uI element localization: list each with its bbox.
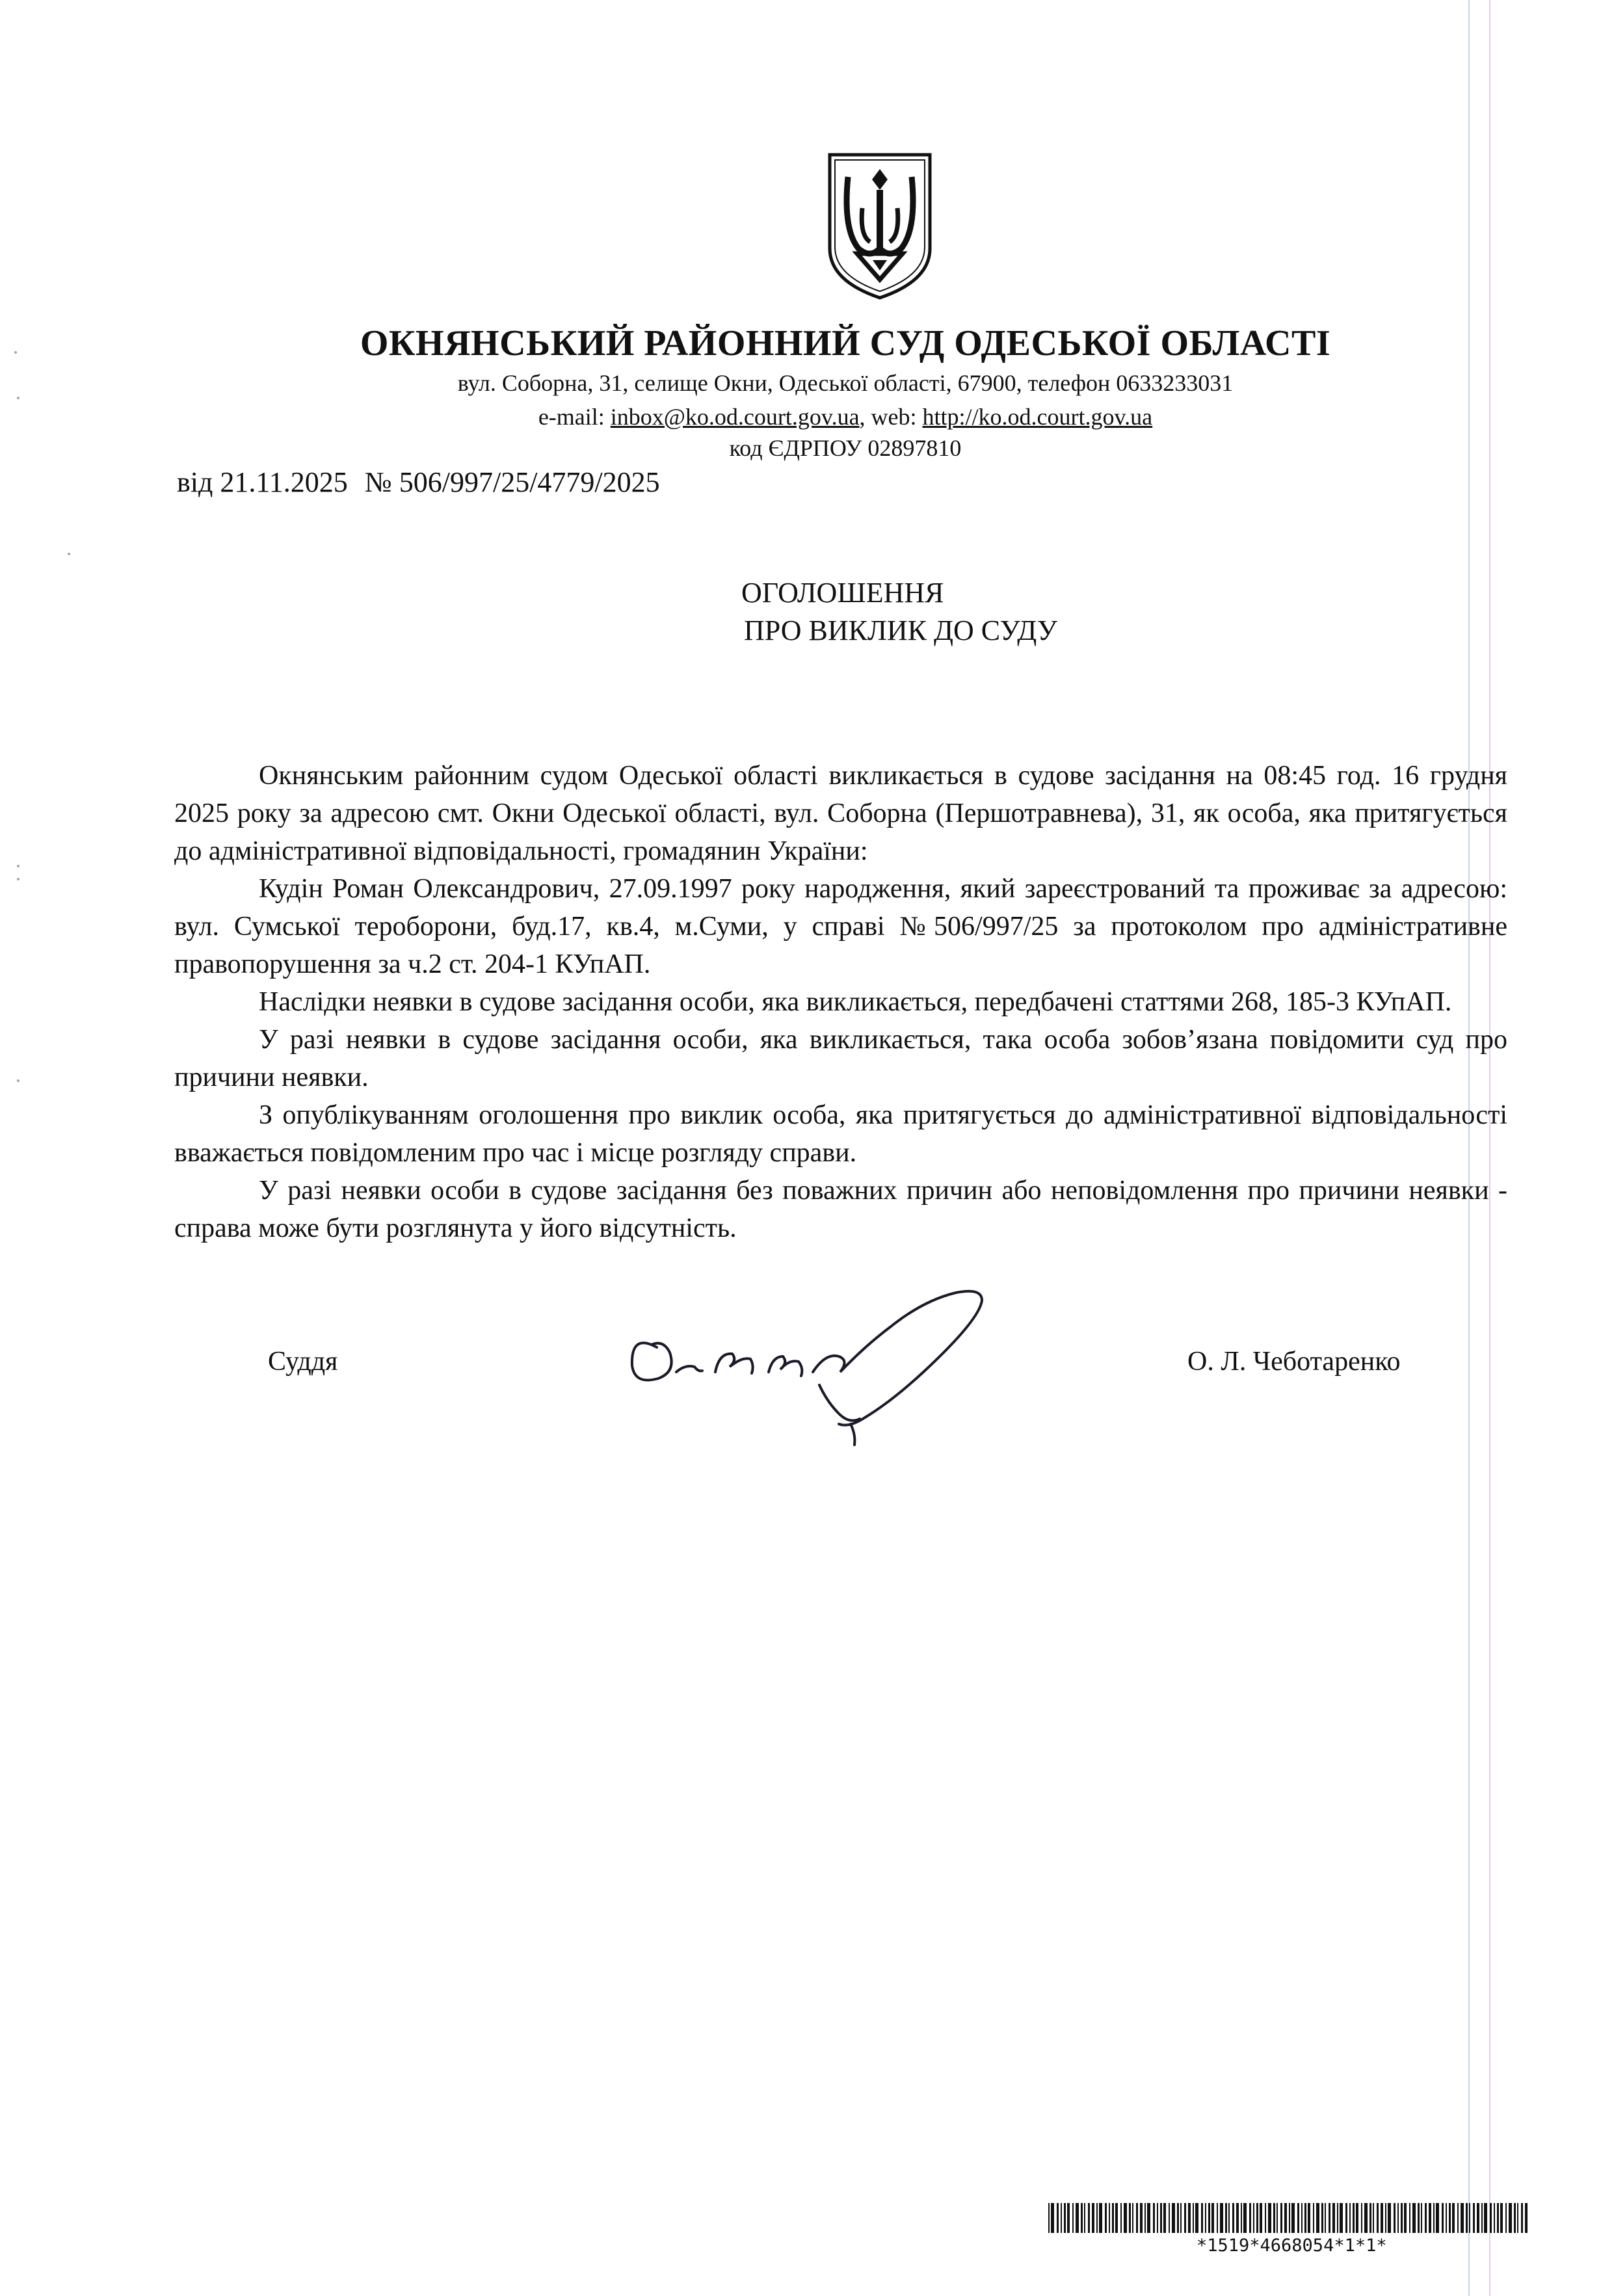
barcode-bar [1297, 2203, 1299, 2233]
barcode-bar [1112, 2203, 1114, 2233]
barcode-bar [1425, 2203, 1427, 2233]
barcode-bar [1316, 2203, 1319, 2233]
barcode-bar [1243, 2203, 1247, 2233]
body-paragraph: Наслідки неявки в судове засідання особи, яка викликається, передбачені статтями 268, 185-3 КУпАП. [259, 987, 1452, 1017]
barcode-bar [1289, 2203, 1290, 2233]
barcode-bar [1340, 2203, 1343, 2233]
barcode-bar [1132, 2203, 1133, 2233]
barcode-bar [1260, 2203, 1262, 2233]
barcode-bar [1364, 2203, 1368, 2233]
barcode-bar [1061, 2203, 1062, 2233]
barcode-bar [1466, 2203, 1468, 2233]
barcode-bar [1268, 2203, 1271, 2233]
barcode-bar [1099, 2203, 1102, 2233]
barcode-bar [1160, 2203, 1162, 2233]
barcode-bar [1084, 2203, 1085, 2233]
barcode-bar [1369, 2203, 1371, 2233]
barcode-bar [1064, 2203, 1066, 2233]
barcode-bar [1481, 2203, 1483, 2233]
barcode-bar [1253, 2203, 1254, 2233]
outgoing-date: від 21.11.2025 [177, 466, 348, 498]
barcode-bar [1525, 2203, 1528, 2233]
barcode-bar [1109, 2203, 1110, 2233]
web-label: , web: [859, 404, 923, 430]
barcode-bar [1361, 2203, 1362, 2233]
barcode-bar [1345, 2203, 1347, 2233]
barcode-bar [1180, 2203, 1182, 2233]
barcode-bar [1115, 2203, 1118, 2233]
barcode-bar [1321, 2203, 1323, 2233]
barcode-bar [1163, 2203, 1166, 2233]
barcode-bar [1076, 2203, 1079, 2233]
web-link[interactable]: http://ko.od.court.gov.ua [922, 404, 1153, 430]
barcode-bar [1349, 2203, 1351, 2233]
barcode-bar [1051, 2203, 1054, 2233]
barcode-bar [1484, 2203, 1487, 2233]
barcode-bar [1172, 2203, 1175, 2233]
barcode-bar [1381, 2203, 1383, 2233]
barcode-bar [1446, 2203, 1447, 2233]
document-title: ОГОЛОШЕННЯ [741, 577, 944, 609]
barcode-bar [1500, 2203, 1503, 2233]
barcode-bar [1461, 2203, 1464, 2233]
barcode-bar [1442, 2203, 1444, 2233]
barcode-bar [1136, 2203, 1138, 2233]
barcode-bar [1301, 2203, 1303, 2233]
barcode-bar [1048, 2203, 1050, 2233]
barcode-bar [1129, 2203, 1131, 2233]
scan-speck [17, 397, 20, 399]
barcode-bar [1313, 2203, 1314, 2233]
outgoing-reference [177, 466, 660, 499]
court-address: вул. Соборна, 31, селище Окни, Одеської області, 67900, телефон 0633233031 [457, 370, 1234, 396]
barcode-bar [1429, 2203, 1431, 2233]
barcode-bar [1057, 2203, 1059, 2233]
barcode-bar [1249, 2203, 1251, 2233]
barcode-bar [1153, 2203, 1155, 2233]
barcode-bar [1521, 2203, 1523, 2233]
edrpou-code: код ЄДРПОУ 02897810 [729, 435, 962, 461]
body-paragraph: Окнянським районним судом Одеської області викликається в судове засідання на 08:45 год. 16 грудня 2025 року за адресою смт. Окни Одеської області, вул. Соборна (Першотравнева), 31, як особа, яка притягується до адміністративної відповідальності, громадянин України: [174, 761, 1507, 866]
barcode-bar [1373, 2203, 1374, 2233]
barcode-bar [1401, 2203, 1403, 2233]
barcode-bar [1088, 2203, 1090, 2233]
barcode-bar [1329, 2203, 1330, 2233]
court-contacts [0, 403, 1614, 430]
barcode-bar [1280, 2203, 1282, 2233]
barcode-bar [1236, 2203, 1239, 2233]
document-subtitle: ПРО ВИКЛИК ДО СУДУ [744, 614, 1057, 646]
barcode-bar [1473, 2203, 1475, 2233]
court-name: ОКНЯНСЬКИЙ РАЙОННИЙ СУД ОДЕСЬКОЇ ОБЛАСТІ [360, 323, 1331, 363]
barcode-bar [1144, 2203, 1146, 2233]
body-paragraph: У разі неявки в судове засідання особи, яка викликається, така особа зобов’язана повідомити суд про причини неявки. [174, 1025, 1507, 1092]
barcode-bar [1332, 2203, 1335, 2233]
body-paragraph: З опублікуванням оголошення про виклик особа, яка притягується до адміністративної відповідальності вважається повідомленим про час і місце розгляду справи. [174, 1100, 1507, 1168]
barcode-bar [1195, 2203, 1198, 2233]
barcode-bar [1205, 2203, 1206, 2233]
barcode-bar [1388, 2203, 1391, 2233]
barcode-bar [1081, 2203, 1083, 2233]
judge-name: О. Л. Чеботаренко [1187, 1347, 1401, 1377]
barcode-bar [1277, 2203, 1278, 2233]
barcode-bar [1096, 2203, 1098, 2233]
barcode-bar [1188, 2203, 1191, 2233]
barcode-bar [1169, 2203, 1170, 2233]
barcode-bar [1477, 2203, 1479, 2233]
barcode-bar [1509, 2203, 1512, 2233]
barcode-bar [1072, 2203, 1074, 2233]
barcode-bar [1385, 2203, 1386, 2233]
barcode-bar [1256, 2203, 1258, 2233]
barcode-bar [1241, 2203, 1242, 2233]
trident-emblem-icon [825, 151, 935, 302]
barcode-bar [1308, 2203, 1310, 2233]
judge-role: Суддя [268, 1347, 338, 1377]
handwritten-signature [618, 1274, 1021, 1457]
barcode-bar [1157, 2203, 1158, 2233]
barcode-bar [1211, 2203, 1214, 2233]
scan-speck [68, 553, 70, 555]
barcode-bar [1273, 2203, 1275, 2233]
barcode-bar [1208, 2203, 1210, 2233]
barcode-bar [1325, 2203, 1326, 2233]
barcode-bar [1220, 2203, 1223, 2233]
barcode-bar [1490, 2203, 1492, 2233]
barcode-bar [1201, 2203, 1203, 2233]
barcode-bar [1409, 2203, 1410, 2233]
barcode-bar [1505, 2203, 1507, 2233]
scan-speck [17, 1079, 20, 1082]
barcode-bar [1092, 2203, 1094, 2233]
barcode-bar [1514, 2203, 1516, 2233]
barcode-bar [1457, 2203, 1459, 2233]
barcode-bar [1184, 2203, 1186, 2233]
barcode-bar [1147, 2203, 1150, 2233]
scan-speck [17, 865, 20, 867]
barcode-bar [1497, 2203, 1499, 2233]
email-link[interactable]: inbox@ko.od.court.gov.ua [610, 404, 860, 430]
scan-speck [17, 878, 20, 880]
barcode-bar [1304, 2203, 1306, 2233]
barcode-bar [1421, 2203, 1422, 2233]
barcode-bar [1452, 2203, 1455, 2233]
body-paragraph: У разі неявки особи в судове засідання без поважних причин або неповідомлення про причини неявки - справа може бути розглянута у його відсутність. [174, 1176, 1507, 1243]
body-paragraph: Кудін Роман Олександрович, 27.09.1997 року народження, який зареєстрований та проживає за адресою: вул. Сумської тероборони, буд.17, кв.4, м.Суми, у справі №506/997/25 за протоколом про адміністративне правопорушення за ч.2 ст. 204-1 КУпАП. [174, 874, 1507, 979]
barcode-bar [1517, 2203, 1518, 2233]
barcode-bar [1449, 2203, 1451, 2233]
barcode-bar [1337, 2203, 1338, 2233]
barcode-bar [1177, 2203, 1179, 2233]
barcode-bar [1394, 2203, 1396, 2233]
barcode-bar [1377, 2203, 1379, 2233]
barcode-bar [1284, 2203, 1287, 2233]
barcode-bar [1418, 2203, 1420, 2233]
barcode-bar [1356, 2203, 1358, 2233]
barcode [1048, 2203, 1529, 2233]
barcode-bar [1404, 2203, 1407, 2233]
barcode-bar [1193, 2203, 1194, 2233]
announcement-body [174, 757, 1507, 1247]
outgoing-number: № 506/997/25/4779/2025 [364, 466, 660, 498]
barcode-bar [1353, 2203, 1355, 2233]
email-label: e-mail: [538, 404, 611, 430]
barcode-bar [1412, 2203, 1416, 2233]
barcode-bar [1225, 2203, 1227, 2233]
barcode-bar [1436, 2203, 1439, 2233]
barcode-bar [1469, 2203, 1470, 2233]
barcode-bar [1228, 2203, 1230, 2233]
barcode-bar [1067, 2203, 1070, 2233]
barcode-bar [1291, 2203, 1295, 2233]
barcode-bar [1397, 2203, 1399, 2233]
barcode-bar [1140, 2203, 1143, 2233]
barcode-bar [1105, 2203, 1107, 2233]
barcode-bar [1433, 2203, 1435, 2233]
barcode-bar [1120, 2203, 1122, 2233]
barcode-bar [1232, 2203, 1234, 2233]
barcode-bar [1494, 2203, 1495, 2233]
barcode-number: *1519*4668054*1*1* [1197, 2236, 1387, 2256]
barcode-bar [1217, 2203, 1218, 2233]
barcode-bar [1265, 2203, 1266, 2233]
barcode-bar [1124, 2203, 1127, 2233]
